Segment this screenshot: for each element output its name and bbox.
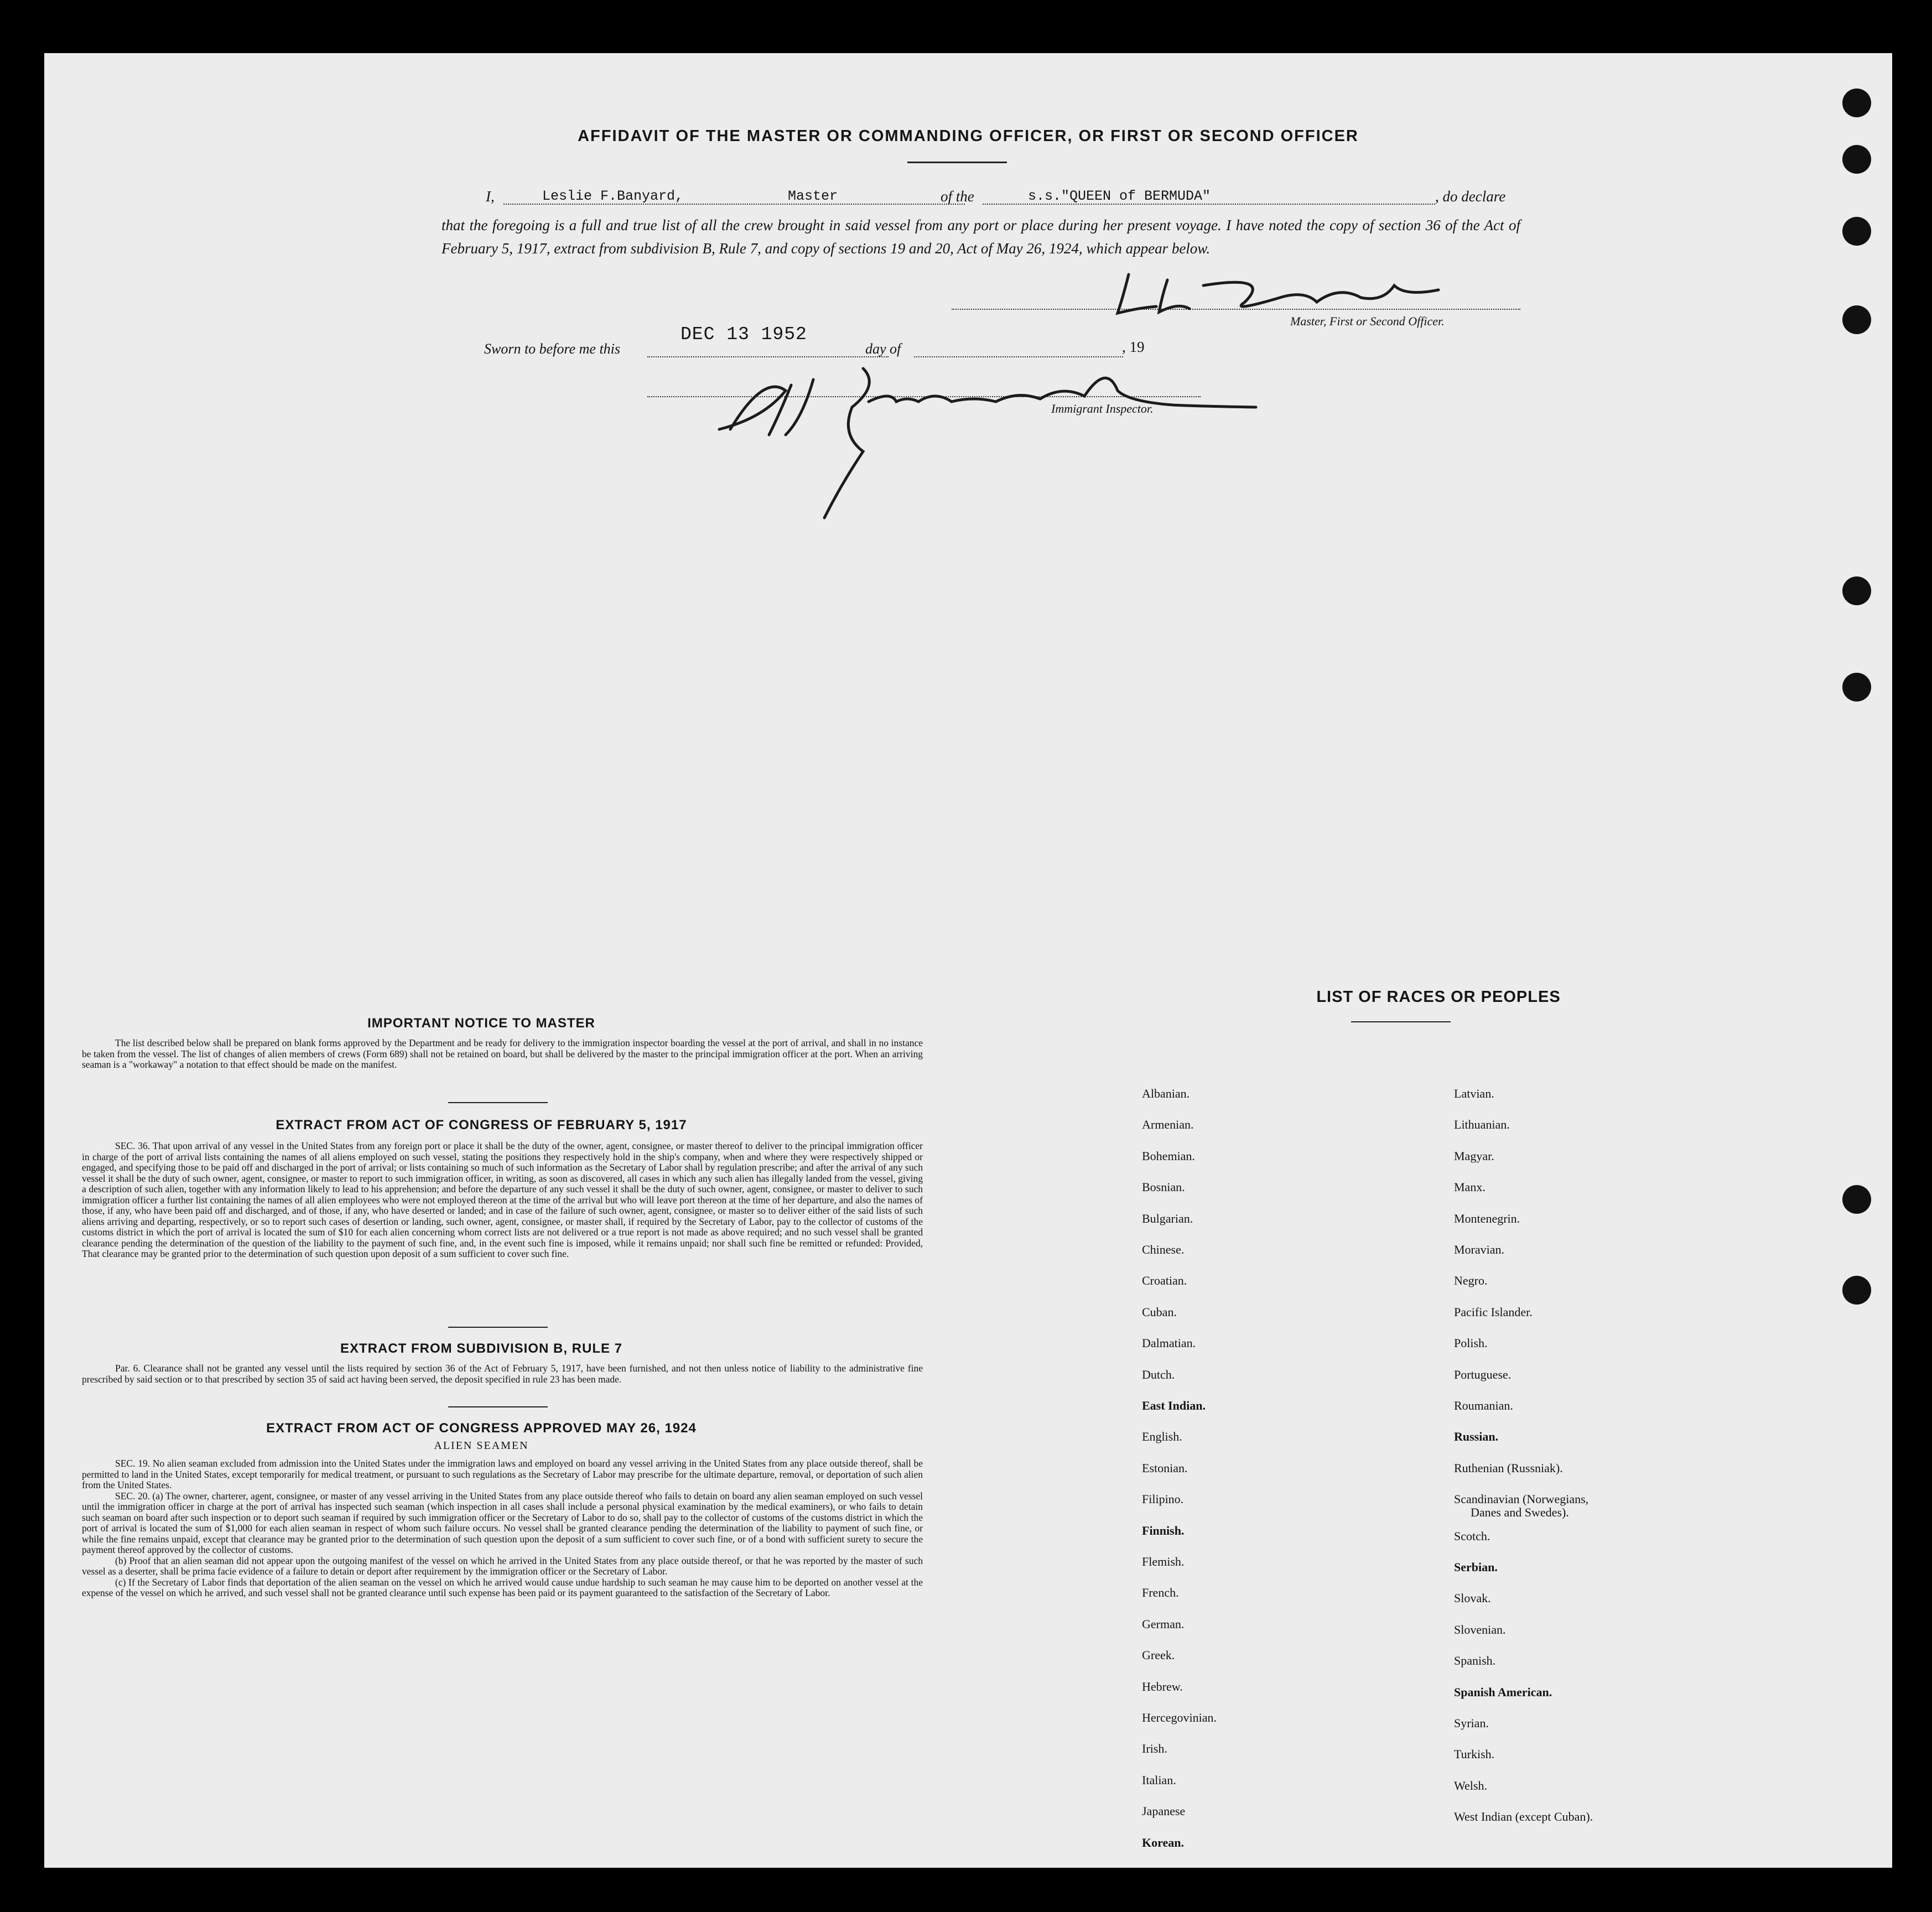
notice-text: The list described below shall be prepared on blank forms approved by the Department and be ready for delivery to the immigration inspector boarding the vessel at the port of arrival, and shall in no instance be taken from the vessel. The list of changes of alien members of crews (Form 689) shall not be retained on board, but shall be delivered by the master to the principal immigration officer at the port. When an arriving seaman is a "workaway" a notation to that effect should be made on the manifest. bbox=[82, 1037, 923, 1070]
race-item: Estonian. bbox=[1142, 1461, 1188, 1475]
date-stamp: DEC 13 1952 bbox=[681, 324, 807, 345]
year-label: , 19 bbox=[1122, 339, 1145, 355]
affidavit-title: AFFIDAVIT OF THE MASTER OR COMMANDING OFFICER, OR FIRST OR SECOND OFFICER bbox=[578, 127, 1359, 145]
race-item: Japanese bbox=[1142, 1804, 1186, 1819]
race-item: Spanish American. bbox=[1454, 1685, 1552, 1699]
race-item: Spanish. bbox=[1454, 1654, 1496, 1668]
race-item: Lithuanian. bbox=[1454, 1118, 1510, 1132]
race-item: Serbian. bbox=[1454, 1560, 1498, 1574]
of-the-label: of the bbox=[941, 188, 974, 205]
document-page bbox=[44, 53, 1892, 1868]
binder-hole bbox=[1842, 1276, 1871, 1305]
affidavit-body: that the foregoing is a full and true list of all the crew brought in said vessel from any port or place during her present voyage. I have noted the copy of section 36 of the Act of February 5, 1917, extract from subdivision B, Rule 7, and copy of sections 19 and 20, Act of May 26, 1924, which appear below. bbox=[442, 217, 1520, 257]
race-item: Russian. bbox=[1454, 1430, 1499, 1444]
extract-1924-text: SEC. 19. No alien seaman excluded from admission into the United States under the immigration laws and employed on board any vessel arriving in the United States from any place outside thereof, shall be permitted to land in the United States, except temporarily for medical treatment, or pursuant to such regulations as the Secretary of Labor may prescribe for the ultimate departure, removal, or deportation of such alien from the United States. SEC. 20. (a) The owner, charterer, agent, consignee, or master of any vessel arriving in the United States from any place outside thereof who fails to detain on board any alien seaman employed on such vessel until the immigration officer in charge at the port of arrival has inspected such seaman (which inspection in all cases shall include a personal physical examination by the medical examiners), or who fails to detain such seaman on board after such inspection or to deport such seaman if required by such immigration officer or the Secretary of Labor to do so, shall pay to the collector of customs of the customs district in which the port of arrival is located the sum of $1,000 for each alien seaman in respect of whom such failure occurs. No vessel shall be granted clearance pending the determination of the liability to payment of such fine, or while the fine remains unpaid, except that clearance may be granted prior to the determination of such question upon the deposit of a sum sufficient to cover such fine, or of a bond with sufficient surety to secure the payment thereof approved by the collector of customs. (b) Proof that an alien seaman did not appear upon the outgoing manifest of the vessel on which he arrived in the United States from any place outside thereof, or that he was reported by the master of such vessel as a deserter, shall be prima facie evidence of a failure to detain or deport after requirement by the immigration officer or the Secretary of Labor. (c) If the Secretary of Labor finds that deportation of the alien seaman on the vessel on which he arrived would cause undue hardship to such seaman he may cause him to be deported on another vessel at the expense of the vessel on which he arrived, and such vessel shall not be granted clearance until such expense has been paid or its payment guaranteed to the satisfaction of the Secretary of Labor. bbox=[82, 1458, 923, 1598]
race-item: Pacific Islander. bbox=[1454, 1305, 1533, 1319]
master-rank: Master bbox=[788, 188, 838, 204]
race-item: Moravian. bbox=[1454, 1243, 1505, 1256]
divider-1 bbox=[448, 1102, 548, 1103]
race-item: Hebrew. bbox=[1142, 1679, 1183, 1693]
inspector-signature bbox=[697, 308, 1273, 529]
extract-rule7-title: EXTRACT FROM SUBDIVISION B, RULE 7 bbox=[340, 1341, 623, 1356]
race-item: Portuguese. bbox=[1454, 1367, 1512, 1381]
races-title: LIST OF RACES OR PEOPLES bbox=[1316, 988, 1561, 1006]
races-divider bbox=[1351, 1021, 1451, 1022]
race-item: Roumanian. bbox=[1454, 1399, 1513, 1412]
race-item: Syrian. bbox=[1454, 1716, 1489, 1730]
binder-hole bbox=[1842, 576, 1871, 605]
race-item: Danes and Swedes). bbox=[1471, 1505, 1569, 1520]
race-item: Dutch. bbox=[1142, 1367, 1175, 1381]
extract-1924-title: EXTRACT FROM ACT OF CONGRESS APPROVED MAY 26, 1924 bbox=[266, 1421, 697, 1436]
race-item: Bosnian. bbox=[1142, 1180, 1185, 1194]
binder-hole bbox=[1842, 89, 1871, 117]
inspector-label: Immigrant Inspector. bbox=[1051, 402, 1154, 415]
race-item: Hercegovinian. bbox=[1142, 1711, 1217, 1724]
divider-2 bbox=[448, 1327, 548, 1328]
race-item: Magyar. bbox=[1454, 1149, 1494, 1163]
race-item: Flemish. bbox=[1142, 1555, 1185, 1568]
binder-hole bbox=[1842, 145, 1871, 174]
extract-1917-title: EXTRACT FROM ACT OF CONGRESS OF FEBRUARY 5, 1917 bbox=[276, 1118, 687, 1132]
divider-3 bbox=[448, 1406, 548, 1407]
binder-hole bbox=[1842, 1185, 1871, 1214]
race-item: West Indian (except Cuban). bbox=[1454, 1810, 1593, 1824]
binder-hole bbox=[1842, 673, 1871, 702]
vessel-name: s.s."QUEEN of BERMUDA" bbox=[1028, 188, 1211, 204]
binder-hole bbox=[1842, 217, 1871, 246]
race-item: Montenegrin. bbox=[1454, 1211, 1520, 1225]
race-item: Polish. bbox=[1454, 1336, 1488, 1350]
sworn-label: Sworn to before me this bbox=[484, 341, 621, 357]
race-item: Korean. bbox=[1142, 1835, 1184, 1849]
race-item: Albanian. bbox=[1142, 1087, 1190, 1100]
race-item: Cuban. bbox=[1142, 1305, 1177, 1319]
race-item: English. bbox=[1142, 1430, 1182, 1444]
binder-hole bbox=[1842, 305, 1871, 334]
race-item: Ruthenian (Russniak). bbox=[1454, 1461, 1563, 1475]
race-item: East Indian. bbox=[1142, 1399, 1206, 1412]
race-item: Croatian. bbox=[1142, 1274, 1187, 1288]
notice-title: IMPORTANT NOTICE TO MASTER bbox=[367, 1016, 595, 1031]
race-item: Negro. bbox=[1454, 1274, 1488, 1288]
race-item: Filipino. bbox=[1142, 1492, 1184, 1506]
race-item: Turkish. bbox=[1454, 1747, 1495, 1762]
race-item: German. bbox=[1142, 1617, 1185, 1631]
race-item: Manx. bbox=[1454, 1180, 1486, 1194]
race-item: Welsh. bbox=[1454, 1778, 1487, 1792]
title-divider bbox=[907, 162, 1007, 163]
race-item: Scandinavian (Norwegians, bbox=[1454, 1492, 1589, 1506]
race-item: Scotch. bbox=[1454, 1529, 1490, 1543]
race-item: Bohemian. bbox=[1142, 1149, 1195, 1163]
race-item: Greek. bbox=[1142, 1648, 1175, 1662]
race-item: Dalmatian. bbox=[1142, 1336, 1196, 1350]
race-item: Slovenian. bbox=[1454, 1622, 1506, 1636]
race-item: Chinese. bbox=[1142, 1243, 1185, 1256]
extract-1917-text: SEC. 36. That upon arrival of any vessel in the United States from any foreign port or place it shall be the duty of the owner, agent, consignee, or master thereof to deliver to the principal immigration officer in charge of the port of arrival lists containing the names of all aliens employed on such vessel, stating the positions they respectively hold in the ship's company, when and where they were respectively shipped or engaged, and specifying those to be paid off and discharged in the port of arrival; or lists containing so much of such information as the Secretary of Labor shall by regulation prescribe; and after the arrival of any such vessel it shall be the duty of such owner, agent, consignee, or master to report to such immigration officer, in writing, as soon as discovered, all cases in which any such alien has illegally landed from the vessel, giving a description of such alien, together with any information likely to lead to his apprehension; and before the departure of any such vessel it shall be the duty of such owner, agent, consignee, or master to deliver to such immigration officer a further list containing the names of all alien employees who were not employed thereon at the time of the arrival but who will leave port thereon at the time of her departure, and also the names of those, if any, who have been paid off and discharged, and of those, if any, who have deserted or landed; and in case of the failure of such owner, agent, consignee, or master so to deliver either of the said lists of such aliens arriving and departing, respectively, or so to report such cases of desertion or landing, such owner, agent, consignee, or master shall, if required by the Secretary of Labor, pay to the collector of customs of the customs district in which the port of arrival is located the sum of $10 for each alien concerning whom correct lists are not delivered or a true report is not made as above required; and no such vessel shall be granted clearance pending the determination of the question of the liability to the payment of such fine, and, in the event such fine is imposed, while it remains unpaid; nor shall such fine be remitted or refunded: Provided, That clearance may be granted prior to the determination of such question upon deposit of a sum sufficient to cover such fine. bbox=[82, 1140, 923, 1259]
race-item: Latvian. bbox=[1454, 1087, 1494, 1100]
master-label: Master, First or Second Officer. bbox=[1290, 314, 1445, 328]
declare-label: , do declare bbox=[1435, 188, 1506, 205]
race-item: Slovak. bbox=[1454, 1591, 1491, 1606]
race-item: Finnish. bbox=[1142, 1523, 1185, 1537]
day-of-label: day of bbox=[865, 341, 901, 357]
extract-rule7-text: Par. 6. Clearance shall not be granted any vessel until the lists required by section 36 of the Act of February 5, 1917, have been furnished, and not then unless notice of liability to the administrative fine prescribed by said section or to that prescribed by section 35 of said act having been served, the deposit specified in rule 23 has been made. bbox=[82, 1363, 923, 1385]
extract-1924-subtitle: ALIEN SEAMEN bbox=[434, 1440, 529, 1452]
master-name: Leslie F.Banyard, bbox=[542, 188, 684, 204]
race-item: Armenian. bbox=[1142, 1118, 1194, 1132]
race-item: Bulgarian. bbox=[1142, 1211, 1193, 1225]
declarant-prefix: I, bbox=[486, 188, 495, 205]
race-item: Italian. bbox=[1142, 1773, 1176, 1787]
race-item: Irish. bbox=[1142, 1742, 1167, 1756]
race-item: French. bbox=[1142, 1586, 1179, 1600]
